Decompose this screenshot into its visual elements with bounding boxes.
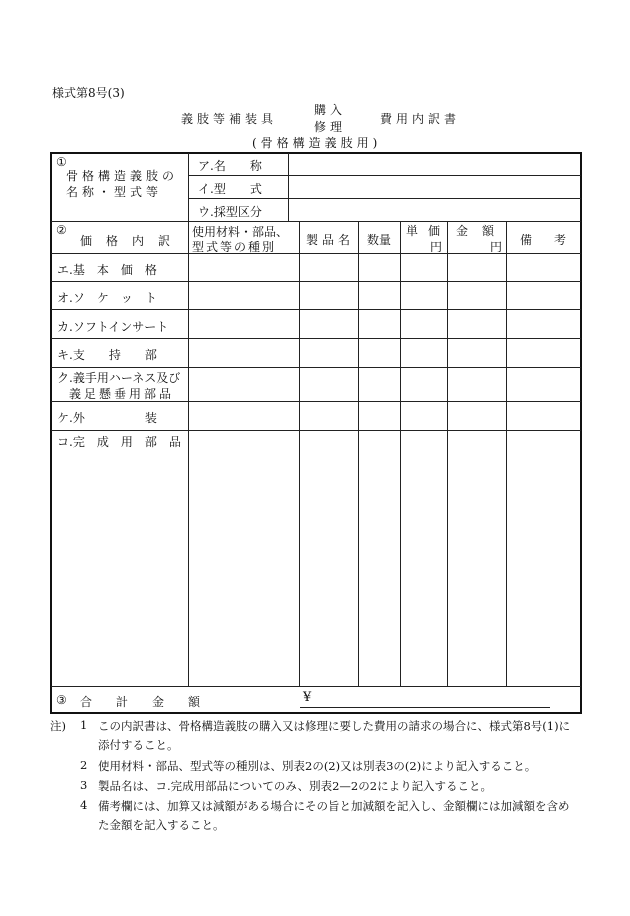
name-field[interactable]: [292, 155, 578, 173]
section2-number: ②: [56, 223, 67, 237]
row-label-support: キ.支 持 部: [57, 348, 157, 362]
mold-category-label: ウ.採型区分: [198, 205, 262, 219]
section1-number: ①: [56, 155, 67, 169]
remarks-column-header: 備考: [520, 233, 589, 247]
amount-yen: 円: [490, 240, 503, 254]
name-label: ア.名 称: [198, 159, 262, 173]
note-1-number: 1: [80, 718, 88, 732]
yen-symbol: ¥: [303, 690, 312, 705]
model-label: イ.型 式: [198, 182, 262, 196]
document-title-repair: 修理: [314, 120, 347, 134]
mold-category-field[interactable]: [292, 201, 578, 219]
unit-price-column-header: 単価: [406, 224, 451, 238]
notes-prefix: 注): [50, 719, 66, 733]
note-1-line2: 添付すること。: [98, 738, 179, 752]
row-label-harness-line2: 義足懸垂用部品: [69, 387, 175, 401]
model-field[interactable]: [292, 178, 578, 196]
product-column-header: 製品名: [306, 233, 355, 247]
note-3-line1: 製品名は、コ.完成用部品についてのみ、別表2—2の2により記入すること。: [98, 779, 493, 793]
document-subtitle: (骨格構造義肢用): [252, 136, 382, 150]
row-label-finishing-parts: コ.完 成 用 部 品: [57, 435, 181, 449]
section1-label-line2: 名称・型式等: [66, 185, 163, 199]
note-4-line2: た金額を記入すること。: [98, 818, 225, 832]
note-4-line1: 備考欄には、加算又は減額がある場合にその旨と加減額を記入し、金額欄には加減額を含め: [98, 799, 570, 813]
material-column-header-line1: 使用材料・部品、: [192, 225, 289, 239]
section2-label: 価格内訳: [80, 234, 185, 248]
material-column-header-line2: 型式等の種別: [192, 240, 277, 254]
unit-price-yen: 円: [430, 240, 443, 254]
note-2-number: 2: [80, 758, 88, 772]
total-amount-field[interactable]: [318, 690, 548, 706]
total-amount-label: 合 計 金 額: [80, 695, 207, 709]
document-title-left: 義肢等補装具: [181, 112, 278, 126]
note-3-number: 3: [80, 778, 88, 792]
document-title-purchase: 購入: [314, 103, 347, 117]
row-label-harness-line1: ク.義手用ハーネス及び: [57, 371, 181, 385]
row-label-basic-price: エ.基 本 価 格: [57, 263, 157, 277]
note-1-line1: この内訳書は、骨格構造義肢の購入又は修理に要した費用の請求の場合に、様式第8号(1)に: [98, 719, 571, 733]
note-2-line1: 使用材料・部品、型式等の種別は、別表2の(2)又は別表3の(2)により記入すること。: [98, 759, 537, 773]
amount-column-header: 金額: [456, 224, 509, 238]
row-label-soft-insert: カ.ソフトインサート: [57, 320, 169, 334]
row-label-exterior: ケ.外 装: [57, 411, 157, 425]
quantity-column-header: 数量: [367, 233, 392, 247]
form-number: 様式第8号(3): [52, 86, 125, 100]
section1-label-line1: 骨格構造義肢の: [66, 169, 179, 183]
section3-number: ③: [56, 693, 67, 707]
note-4-number: 4: [80, 798, 88, 812]
row-label-socket: オ.ソ ケ ッ ト: [57, 291, 157, 305]
document-title-right: 費用内訳書: [380, 112, 461, 126]
